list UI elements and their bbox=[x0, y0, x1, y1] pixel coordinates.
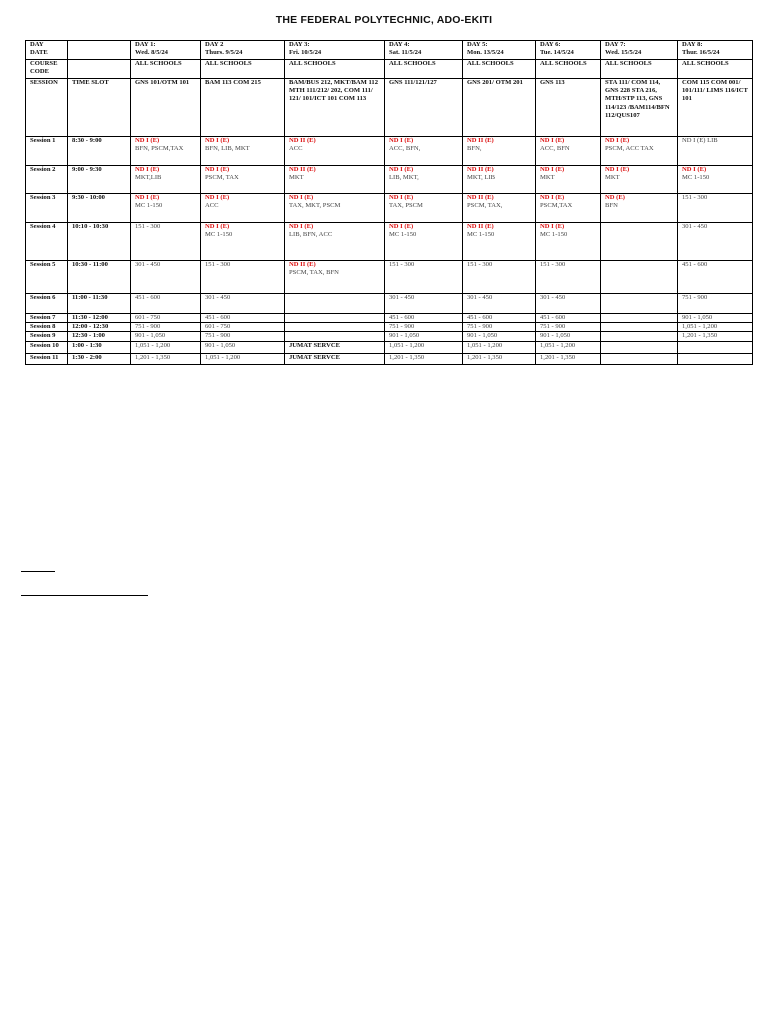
cell-text: PSCM, TAX, bbox=[467, 202, 503, 210]
level-heading: ND I (E) bbox=[540, 166, 565, 173]
schedule-cell bbox=[385, 294, 463, 314]
schedule-cell bbox=[678, 223, 753, 261]
schedule-cell bbox=[536, 341, 601, 353]
level-heading: ND I (E) bbox=[135, 194, 160, 201]
schedule-cell bbox=[536, 137, 601, 166]
day-number: DAY 8: bbox=[682, 41, 703, 48]
schedule-cell bbox=[201, 341, 285, 353]
schedule-cell bbox=[463, 166, 536, 194]
cell-text: MC 1-150 bbox=[682, 174, 710, 182]
schedule-cell bbox=[536, 294, 601, 314]
schedule-cell bbox=[385, 261, 463, 294]
day-header-cell bbox=[601, 41, 678, 60]
signature-line-short bbox=[21, 571, 55, 572]
cell-text: PSCM, TAX bbox=[205, 174, 239, 182]
cell-text: 1,201 - 1,350 bbox=[540, 353, 576, 361]
level-heading: ND I (E) bbox=[540, 137, 565, 144]
cell-text: 1,201 - 1,350 bbox=[682, 332, 718, 340]
schedule-cell bbox=[201, 323, 285, 332]
cell-text: 751 - 900 bbox=[682, 294, 708, 301]
schedule-cell bbox=[131, 194, 201, 223]
session-name: Session 10 bbox=[26, 341, 68, 353]
session-name: Session 3 bbox=[26, 194, 68, 223]
schedule-cell bbox=[678, 332, 753, 341]
schedule-cell bbox=[601, 314, 678, 323]
day-header-cell bbox=[536, 41, 601, 60]
schedule-cell bbox=[201, 166, 285, 194]
schedule-cell bbox=[536, 323, 601, 332]
course-code-label: COURSE CODE bbox=[26, 60, 68, 79]
schedule-cell bbox=[285, 314, 385, 323]
cell-text: 451 - 600 bbox=[540, 314, 566, 321]
schedule-cell bbox=[285, 353, 385, 364]
session-row bbox=[26, 294, 753, 314]
schedule-cell bbox=[678, 353, 753, 364]
schedule-cell bbox=[201, 261, 285, 294]
day-header-cell bbox=[131, 41, 201, 60]
session-label: SESSION bbox=[26, 79, 68, 137]
day-date: Sat. 11/5/24 bbox=[389, 49, 422, 57]
session-row bbox=[26, 194, 753, 223]
schedule-cell bbox=[285, 194, 385, 223]
schedule-cell bbox=[385, 194, 463, 223]
level-heading: ND II (E) bbox=[467, 137, 494, 144]
session-row bbox=[26, 261, 753, 294]
cell-text: PSCM, TAX, BFN bbox=[289, 269, 339, 277]
cell-text: 751 - 900 bbox=[135, 323, 161, 331]
day-date-label-cell bbox=[26, 41, 68, 60]
cell-text: PSCM,TAX bbox=[540, 202, 573, 210]
cell-text: BFN bbox=[605, 202, 618, 210]
cell-text: 601 - 750 bbox=[135, 314, 161, 321]
schedule-cell bbox=[131, 294, 201, 314]
level-heading: ND I (E) bbox=[135, 137, 160, 144]
schedule-cell bbox=[601, 137, 678, 166]
schools-cell: ALL SCHOOLS bbox=[385, 60, 463, 79]
cell-text: ACC, BFN bbox=[540, 145, 570, 153]
level-heading: ND I (E) bbox=[540, 194, 565, 201]
day-header-cell bbox=[463, 41, 536, 60]
day-number: DAY 5: bbox=[467, 41, 488, 48]
header-row-session bbox=[26, 79, 753, 137]
cell-text: TAX, MKT, PSCM bbox=[289, 202, 341, 210]
schedule-cell bbox=[131, 261, 201, 294]
session-name: Session 8 bbox=[26, 323, 68, 332]
cell-text: 901 - 1,050 bbox=[682, 314, 713, 321]
cell-text: 1,051 - 1,200 bbox=[389, 341, 425, 349]
page-title: THE FEDERAL POLYTECHNIC, ADO-EKITI bbox=[275, 14, 493, 26]
cell-text: 1,201 - 1,350 bbox=[467, 353, 503, 361]
schools-cell: ALL SCHOOLS bbox=[678, 60, 753, 79]
cell-text: 451 - 600 bbox=[205, 314, 231, 321]
level-heading: ND (E) bbox=[605, 194, 625, 201]
cell-text: 1,051 - 1,200 bbox=[467, 341, 503, 349]
schools-cell: ALL SCHOOLS bbox=[201, 60, 285, 79]
course-code-cell: STA 111/ COM 114, GNS 228 STA 216, MTH/STP 113, GNS 114/123 /BAM114/BFN 112/QUS107 bbox=[601, 79, 678, 137]
cell-text: 751 - 900 bbox=[205, 332, 231, 340]
session-name: Session 9 bbox=[26, 332, 68, 341]
session-name: Session 2 bbox=[26, 166, 68, 194]
level-heading: ND I (E) bbox=[289, 223, 314, 230]
cell-text: 1,051 - 1,200 bbox=[205, 353, 241, 361]
day-number: DAY 6: bbox=[540, 41, 561, 48]
empty-header-cell bbox=[68, 60, 131, 79]
cell-text: MC 1-150 bbox=[389, 231, 417, 239]
schedule-cell bbox=[601, 332, 678, 341]
session-row bbox=[26, 137, 753, 166]
course-code-cell: GNS 113 bbox=[536, 79, 601, 137]
cell-text: TAX, PSCM bbox=[389, 202, 423, 210]
schedule-cell bbox=[601, 353, 678, 364]
schedule-cell bbox=[678, 314, 753, 323]
schedule-cell bbox=[601, 294, 678, 314]
cell-text: MC 1-150 bbox=[135, 202, 163, 210]
schedule-cell bbox=[463, 137, 536, 166]
day-date: Thur. 16/5/24 bbox=[682, 49, 720, 57]
schedule-cell bbox=[601, 166, 678, 194]
cell-text: 901 - 1,050 bbox=[540, 332, 571, 340]
schedule-cell bbox=[601, 323, 678, 332]
cell-text: 151 - 300 bbox=[682, 194, 708, 201]
schedule-cell bbox=[285, 294, 385, 314]
day-header-cell bbox=[678, 41, 753, 60]
schools-cell: ALL SCHOOLS bbox=[285, 60, 385, 79]
schedule-cell bbox=[285, 341, 385, 353]
cell-text: MKT bbox=[540, 174, 555, 182]
session-row bbox=[26, 166, 753, 194]
cell-text: MKT,LIB bbox=[135, 174, 162, 182]
level-heading: ND I (E) bbox=[389, 137, 414, 144]
cell-text: 301 - 450 bbox=[540, 294, 566, 301]
schedule-cell bbox=[536, 332, 601, 341]
schedule-cell bbox=[385, 166, 463, 194]
level-heading: ND I (E) bbox=[389, 194, 414, 201]
day-date: Thurs. 9/5/24 bbox=[205, 49, 243, 57]
service-label: JUMAT SERVCE bbox=[289, 353, 340, 361]
schedule-cell bbox=[463, 332, 536, 341]
session-row bbox=[26, 323, 753, 332]
time-slot: 1:00 - 1:30 bbox=[68, 341, 131, 353]
session-name: Session 11 bbox=[26, 353, 68, 364]
day-number: DAY 4: bbox=[389, 41, 410, 48]
schedule-cell bbox=[678, 194, 753, 223]
time-slot: 10:10 - 10:30 bbox=[68, 223, 131, 261]
time-slot: 8:30 - 9:00 bbox=[68, 137, 131, 166]
session-row bbox=[26, 353, 753, 364]
session-name: Session 4 bbox=[26, 223, 68, 261]
cell-text: 151 - 300 bbox=[467, 261, 493, 268]
cell-text: 301 - 450 bbox=[135, 261, 161, 268]
cell-text: 451 - 600 bbox=[389, 314, 415, 321]
level-heading: ND I (E) bbox=[205, 194, 230, 201]
schedule-cell bbox=[385, 137, 463, 166]
cell-text: 1,201 - 1,350 bbox=[389, 353, 425, 361]
schedule-cell bbox=[131, 332, 201, 341]
cell-text: BFN, bbox=[467, 145, 482, 153]
cell-text: 151 - 300 bbox=[205, 261, 231, 268]
schedule-cell bbox=[285, 323, 385, 332]
schedule-cell bbox=[601, 341, 678, 353]
cell-text: 301 - 450 bbox=[389, 294, 415, 301]
cell-text: 901 - 1,050 bbox=[135, 332, 166, 340]
cell-text: 301 - 450 bbox=[205, 294, 231, 301]
cell-text: BFN, PSCM,TAX bbox=[135, 145, 184, 153]
day-number: DAY 3: bbox=[289, 41, 310, 48]
day-header-cell bbox=[385, 41, 463, 60]
schedule-cell bbox=[201, 332, 285, 341]
level-heading: ND I (E) bbox=[289, 194, 314, 201]
level-heading: ND I (E) bbox=[389, 223, 414, 230]
schedule-cell bbox=[201, 223, 285, 261]
schedule-cell bbox=[463, 353, 536, 364]
cell-text: MKT, LIB bbox=[467, 174, 496, 182]
time-slot: 11:00 - 11:30 bbox=[68, 294, 131, 314]
cell-text: 1,051 - 1,200 bbox=[682, 323, 718, 331]
schedule-cell bbox=[463, 194, 536, 223]
schedule-cell bbox=[463, 314, 536, 323]
cell-text: 751 - 900 bbox=[540, 323, 566, 331]
cell-text: MC 1-150 bbox=[540, 231, 568, 239]
level-heading: ND I (E) bbox=[389, 166, 414, 173]
schools-cell: ALL SCHOOLS bbox=[536, 60, 601, 79]
cell-text: BFN, LIB, MKT bbox=[205, 145, 250, 153]
schedule-cell bbox=[601, 194, 678, 223]
cell-text: PSCM, ACC TAX bbox=[605, 145, 654, 153]
day-date: Wed. 15/5/24 bbox=[605, 49, 642, 57]
day-number: DAY 1: bbox=[135, 41, 156, 48]
course-code-cell: GNS 111/121/127 bbox=[385, 79, 463, 137]
schedule-cell bbox=[536, 314, 601, 323]
day-header-cell bbox=[201, 41, 285, 60]
level-heading: ND I (E) bbox=[135, 166, 160, 173]
session-row bbox=[26, 341, 753, 353]
cell-text: 301 - 450 bbox=[467, 294, 493, 301]
day-number: DAY 7: bbox=[605, 41, 626, 48]
day-number: DAY 2 bbox=[205, 41, 224, 48]
day-date: Wed. 8/5/24 bbox=[135, 49, 168, 57]
level-heading: ND I (E) bbox=[540, 223, 565, 230]
cell-text: ND I (E) LIB bbox=[682, 137, 718, 144]
schedule-cell bbox=[201, 137, 285, 166]
schedule-cell bbox=[201, 353, 285, 364]
cell-text: LIB, MKT, bbox=[389, 174, 419, 182]
cell-text: 901 - 1,050 bbox=[205, 341, 236, 349]
session-row bbox=[26, 332, 753, 341]
cell-text: 601 - 750 bbox=[205, 323, 231, 331]
cell-text: 451 - 600 bbox=[135, 294, 161, 301]
schedule-cell bbox=[463, 323, 536, 332]
cell-text: 451 - 600 bbox=[682, 261, 708, 268]
cell-text: 151 - 300 bbox=[135, 223, 161, 230]
schedule-cell bbox=[678, 166, 753, 194]
day-date: Tue. 14/5/24 bbox=[540, 49, 574, 57]
time-slot: 10:30 - 11:00 bbox=[68, 261, 131, 294]
schedule-cell bbox=[536, 166, 601, 194]
course-code-cell: BAM/BUS 212, MKT/BAM 112 MTH 111/212/ 202, COM 111/ 121/ 101/ICT 101 COM 113 bbox=[285, 79, 385, 137]
schedule-cell bbox=[385, 341, 463, 353]
day-header-cell bbox=[285, 41, 385, 60]
day-date: Mon. 13/5/24 bbox=[467, 49, 504, 57]
cell-text: ACC bbox=[205, 202, 219, 210]
level-heading: ND I (E) bbox=[205, 166, 230, 173]
schools-cell: ALL SCHOOLS bbox=[131, 60, 201, 79]
level-heading: ND II (E) bbox=[289, 261, 316, 268]
course-code-cell: GNS 101/OTM 101 bbox=[131, 79, 201, 137]
cell-text: 751 - 900 bbox=[389, 323, 415, 331]
schedule-cell bbox=[131, 314, 201, 323]
schedule-cell bbox=[463, 341, 536, 353]
cell-text: 1,201 - 1,350 bbox=[135, 353, 171, 361]
schedule-cell bbox=[285, 166, 385, 194]
schedule-cell bbox=[463, 261, 536, 294]
schedule-cell bbox=[131, 166, 201, 194]
schedule-cell bbox=[678, 137, 753, 166]
schedule-cell bbox=[385, 223, 463, 261]
schedule-cell bbox=[678, 294, 753, 314]
schedule-cell bbox=[131, 323, 201, 332]
cell-text: ACC bbox=[289, 145, 303, 153]
level-heading: ND II (E) bbox=[467, 194, 494, 201]
level-heading: ND I (E) bbox=[205, 137, 230, 144]
schedule-cell bbox=[678, 261, 753, 294]
schedule-cell bbox=[131, 353, 201, 364]
time-slot: 9:00 - 9:30 bbox=[68, 166, 131, 194]
course-code-cell: GNS 201/ OTM 201 bbox=[463, 79, 536, 137]
schedule-cell bbox=[131, 223, 201, 261]
schedule-cell bbox=[463, 294, 536, 314]
schedule-cell bbox=[678, 323, 753, 332]
schedule-cell bbox=[201, 194, 285, 223]
cell-text: ACC, BFN, bbox=[389, 145, 421, 153]
course-code-cell: BAM 113 COM 215 bbox=[201, 79, 285, 137]
schools-cell: ALL SCHOOLS bbox=[463, 60, 536, 79]
level-heading: ND I (E) bbox=[682, 166, 707, 173]
schedule-cell bbox=[536, 261, 601, 294]
cell-text: 1,051 - 1,200 bbox=[540, 341, 576, 349]
signature-line-long bbox=[21, 595, 148, 596]
schedule-cell bbox=[201, 314, 285, 323]
cell-text: 1,051 - 1,200 bbox=[135, 341, 171, 349]
schedule-cell bbox=[285, 332, 385, 341]
time-slot: 12:30 - 1:00 bbox=[68, 332, 131, 341]
schedule-cell bbox=[285, 137, 385, 166]
header-row-course-code bbox=[26, 60, 753, 79]
schedule-cell bbox=[285, 261, 385, 294]
session-name: Session 6 bbox=[26, 294, 68, 314]
session-name: Session 1 bbox=[26, 137, 68, 166]
level-heading: ND I (E) bbox=[605, 137, 630, 144]
level-heading: ND II (E) bbox=[467, 223, 494, 230]
schedule-cell bbox=[678, 341, 753, 353]
cell-text: 901 - 1,050 bbox=[389, 332, 420, 340]
schedule-cell bbox=[536, 223, 601, 261]
cell-text: LIB, BFN, ACC bbox=[289, 231, 333, 239]
schedule-cell bbox=[385, 314, 463, 323]
day-label: DAY bbox=[30, 41, 44, 48]
cell-text: MKT bbox=[289, 174, 304, 182]
header-row-day bbox=[26, 41, 753, 60]
cell-text: MC 1-150 bbox=[467, 231, 495, 239]
service-label: JUMAT SERVCE bbox=[289, 341, 340, 349]
schedule-cell bbox=[131, 137, 201, 166]
time-slot: 11:30 - 12:00 bbox=[68, 314, 131, 323]
level-heading: ND I (E) bbox=[605, 166, 630, 173]
schedule-cell bbox=[131, 341, 201, 353]
schedule-cell bbox=[601, 223, 678, 261]
time-slot: 12:00 - 12:30 bbox=[68, 323, 131, 332]
schedule-cell bbox=[201, 294, 285, 314]
level-heading: ND II (E) bbox=[289, 166, 316, 173]
level-heading: ND II (E) bbox=[289, 137, 316, 144]
exam-timetable bbox=[25, 40, 753, 365]
session-row bbox=[26, 314, 753, 323]
time-slot: 1:30 - 2:00 bbox=[68, 353, 131, 364]
date-label: DATE bbox=[30, 49, 48, 57]
session-row bbox=[26, 223, 753, 261]
schedule-cell bbox=[536, 194, 601, 223]
course-code-cell: COM 115 COM 001/ 101/111/ LIMS 116/ICT 101 bbox=[678, 79, 753, 137]
schedule-cell bbox=[536, 353, 601, 364]
schedule-cell bbox=[601, 261, 678, 294]
level-heading: ND I (E) bbox=[205, 223, 230, 230]
schedule-cell bbox=[385, 323, 463, 332]
cell-text: MC 1-150 bbox=[205, 231, 233, 239]
schedule-cell bbox=[463, 223, 536, 261]
cell-text: 301 - 450 bbox=[682, 223, 708, 230]
level-heading: ND II (E) bbox=[467, 166, 494, 173]
schedule-cell bbox=[385, 353, 463, 364]
schedule-cell bbox=[285, 223, 385, 261]
day-date: Fri. 10/5/24 bbox=[289, 49, 322, 57]
time-slot-label: TIME SLOT bbox=[68, 79, 131, 137]
schools-cell: ALL SCHOOLS bbox=[601, 60, 678, 79]
empty-header-cell bbox=[68, 41, 131, 60]
cell-text: 451 - 600 bbox=[467, 314, 493, 321]
session-name: Session 5 bbox=[26, 261, 68, 294]
time-slot: 9:30 - 10:00 bbox=[68, 194, 131, 223]
cell-text: 151 - 300 bbox=[389, 261, 415, 268]
cell-text: MKT bbox=[605, 174, 620, 182]
session-name: Session 7 bbox=[26, 314, 68, 323]
cell-text: 151 - 300 bbox=[540, 261, 566, 268]
cell-text: 901 - 1,050 bbox=[467, 332, 498, 340]
schedule-cell bbox=[385, 332, 463, 341]
cell-text: 751 - 900 bbox=[467, 323, 493, 331]
